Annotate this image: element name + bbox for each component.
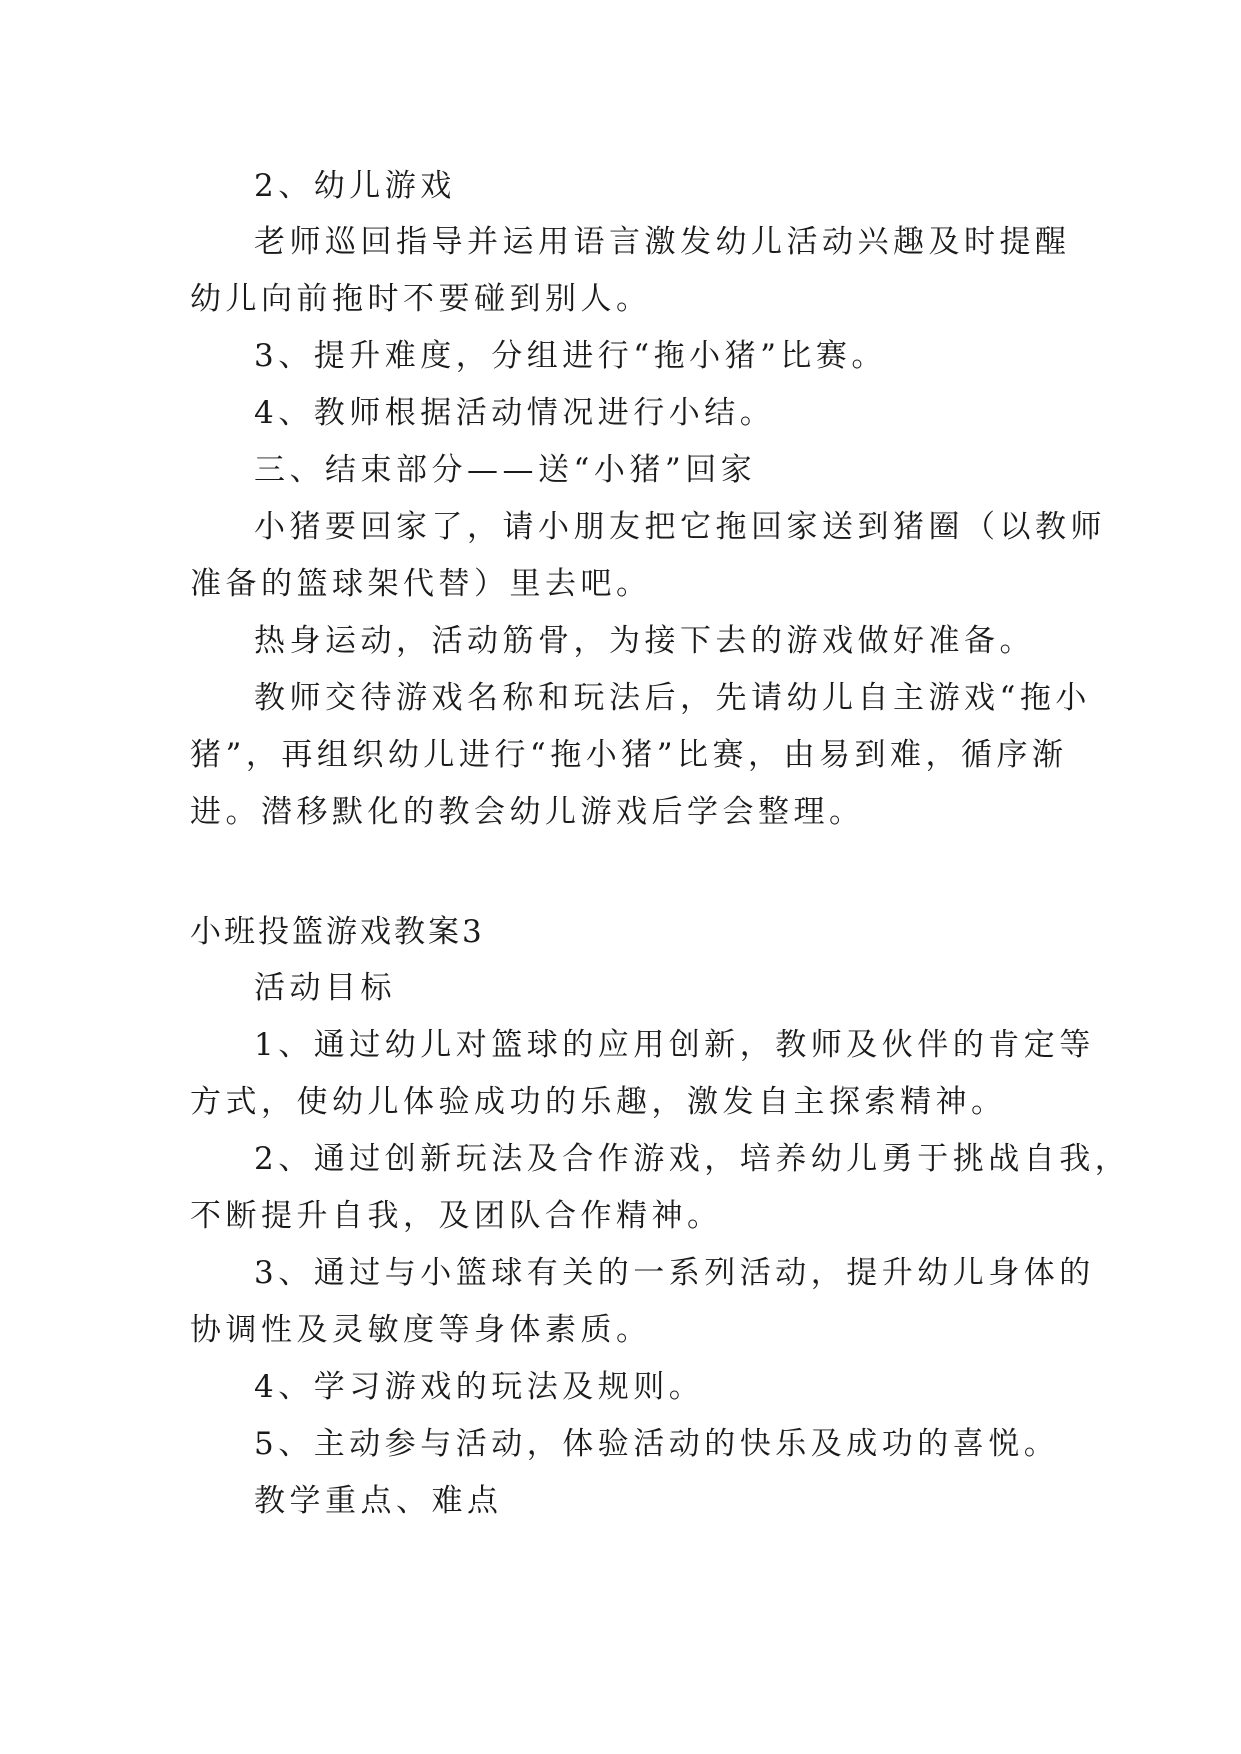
paragraph-line: 幼儿向前拖时不要碰到别人。 — [190, 281, 652, 317]
paragraph-line: 1、通过幼儿对篮球的应用创新，教师及伙伴的肯定等 — [254, 1027, 1095, 1063]
paragraph-line: 老师巡回指导并运用语言激发幼儿活动兴趣及时提醒 — [254, 224, 1071, 260]
paragraph-line: 2、幼儿游戏 — [254, 168, 456, 204]
paragraph-line: 准备的篮球架代替）里去吧。 — [190, 566, 652, 602]
paragraph-line: 进。潜移默化的教会幼儿游戏后学会整理。 — [190, 794, 865, 830]
paragraph-line: 3、通过与小篮球有关的一系列活动，提升幼儿身体的 — [254, 1255, 1095, 1291]
paragraph-line: 热身运动，活动筋骨，为接下去的游戏做好准备。 — [254, 623, 1035, 659]
section-heading: 教学重点、难点 — [254, 1483, 503, 1519]
document-title: 小班投篮游戏教案3 — [190, 914, 485, 950]
paragraph-line: 4、教师根据活动情况进行小结。 — [254, 395, 776, 431]
paragraph-line: 教师交待游戏名称和玩法后，先请幼儿自主游戏“拖小 — [254, 680, 1091, 716]
paragraph-line: 小猪要回家了，请小朋友把它拖回家送到猪圈（以教师 — [254, 509, 1106, 545]
section-heading: 三、结束部分——送“小猪”回家 — [254, 452, 757, 488]
paragraph-line: 猪”，再组织幼儿进行“拖小猪”比赛，由易到难，循序渐 — [190, 737, 1068, 773]
paragraph-line: 4、学习游戏的玩法及规则。 — [254, 1369, 705, 1405]
section-heading: 活动目标 — [254, 970, 396, 1006]
paragraph-line: 方式，使幼儿体验成功的乐趣，激发自主探索精神。 — [190, 1084, 1007, 1120]
paragraph-line: 不断提升自我，及团队合作精神。 — [190, 1198, 723, 1234]
paragraph-line: 5、主动参与活动，体验活动的快乐及成功的喜悦。 — [254, 1426, 1060, 1462]
paragraph-line: 3、提升难度，分组进行“拖小猪”比赛。 — [254, 338, 887, 374]
paragraph-line: 2、通过创新玩法及合作游戏，培养幼儿勇于挑战自我， — [254, 1141, 1131, 1177]
paragraph-line: 协调性及灵敏度等身体素质。 — [190, 1312, 652, 1348]
